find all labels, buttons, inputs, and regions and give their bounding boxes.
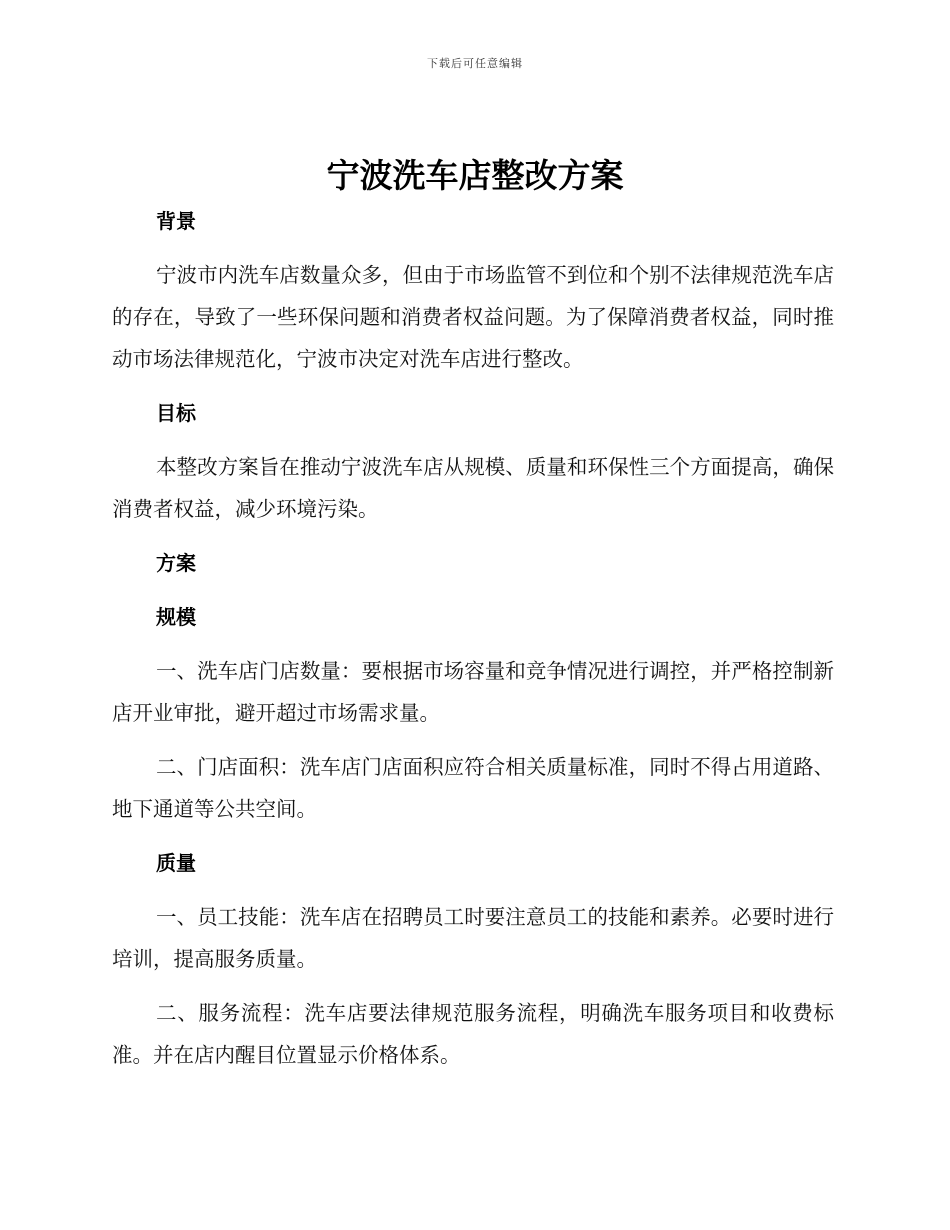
subsection-heading-quality: 质量 bbox=[156, 851, 196, 875]
subsection-heading-scale: 规模 bbox=[156, 605, 196, 629]
goal-paragraph: 本整改方案旨在推动宁波洗车店从规模、质量和环保性三个方面提高，确保消费者权益，减少环境污染。 bbox=[112, 455, 834, 521]
quality-item-1: 一、员工技能：洗车店在招聘员工时要注意员工的技能和素养。必要时进行培训，提高服务质量。 bbox=[112, 905, 834, 971]
scale-item-1: 一、洗车店门店数量：要根据市场容量和竞争情况进行调控，并严格控制新店开业审批，避开超过市场需求量。 bbox=[112, 659, 834, 725]
document-title: 宁波洗车店整改方案 bbox=[326, 156, 624, 195]
quality-item-2: 二、服务流程：洗车店要法律规范服务流程，明确洗车服务项目和收费标准。并在店内醒目位置显示价格体系。 bbox=[112, 1001, 834, 1067]
section-heading-plan: 方案 bbox=[156, 551, 196, 575]
scale-item-2: 二、门店面积：洗车店门店面积应符合相关质量标准，同时不得占用道路、地下通道等公共空间。 bbox=[112, 755, 834, 821]
page-header-note: 下载后可任意编辑 bbox=[427, 57, 523, 70]
section-heading-background: 背景 bbox=[156, 209, 196, 233]
document-body bbox=[112, 200, 834, 1088]
section-heading-goal: 目标 bbox=[156, 401, 196, 425]
background-paragraph: 宁波市内洗车店数量众多，但由于市场监管不到位和个别不法律规范洗车店的存在，导致了一些环保问题和消费者权益问题。为了保障消费者权益，同时推动市场法律规范化，宁波市决定对洗车店进行整改。 bbox=[112, 263, 834, 371]
